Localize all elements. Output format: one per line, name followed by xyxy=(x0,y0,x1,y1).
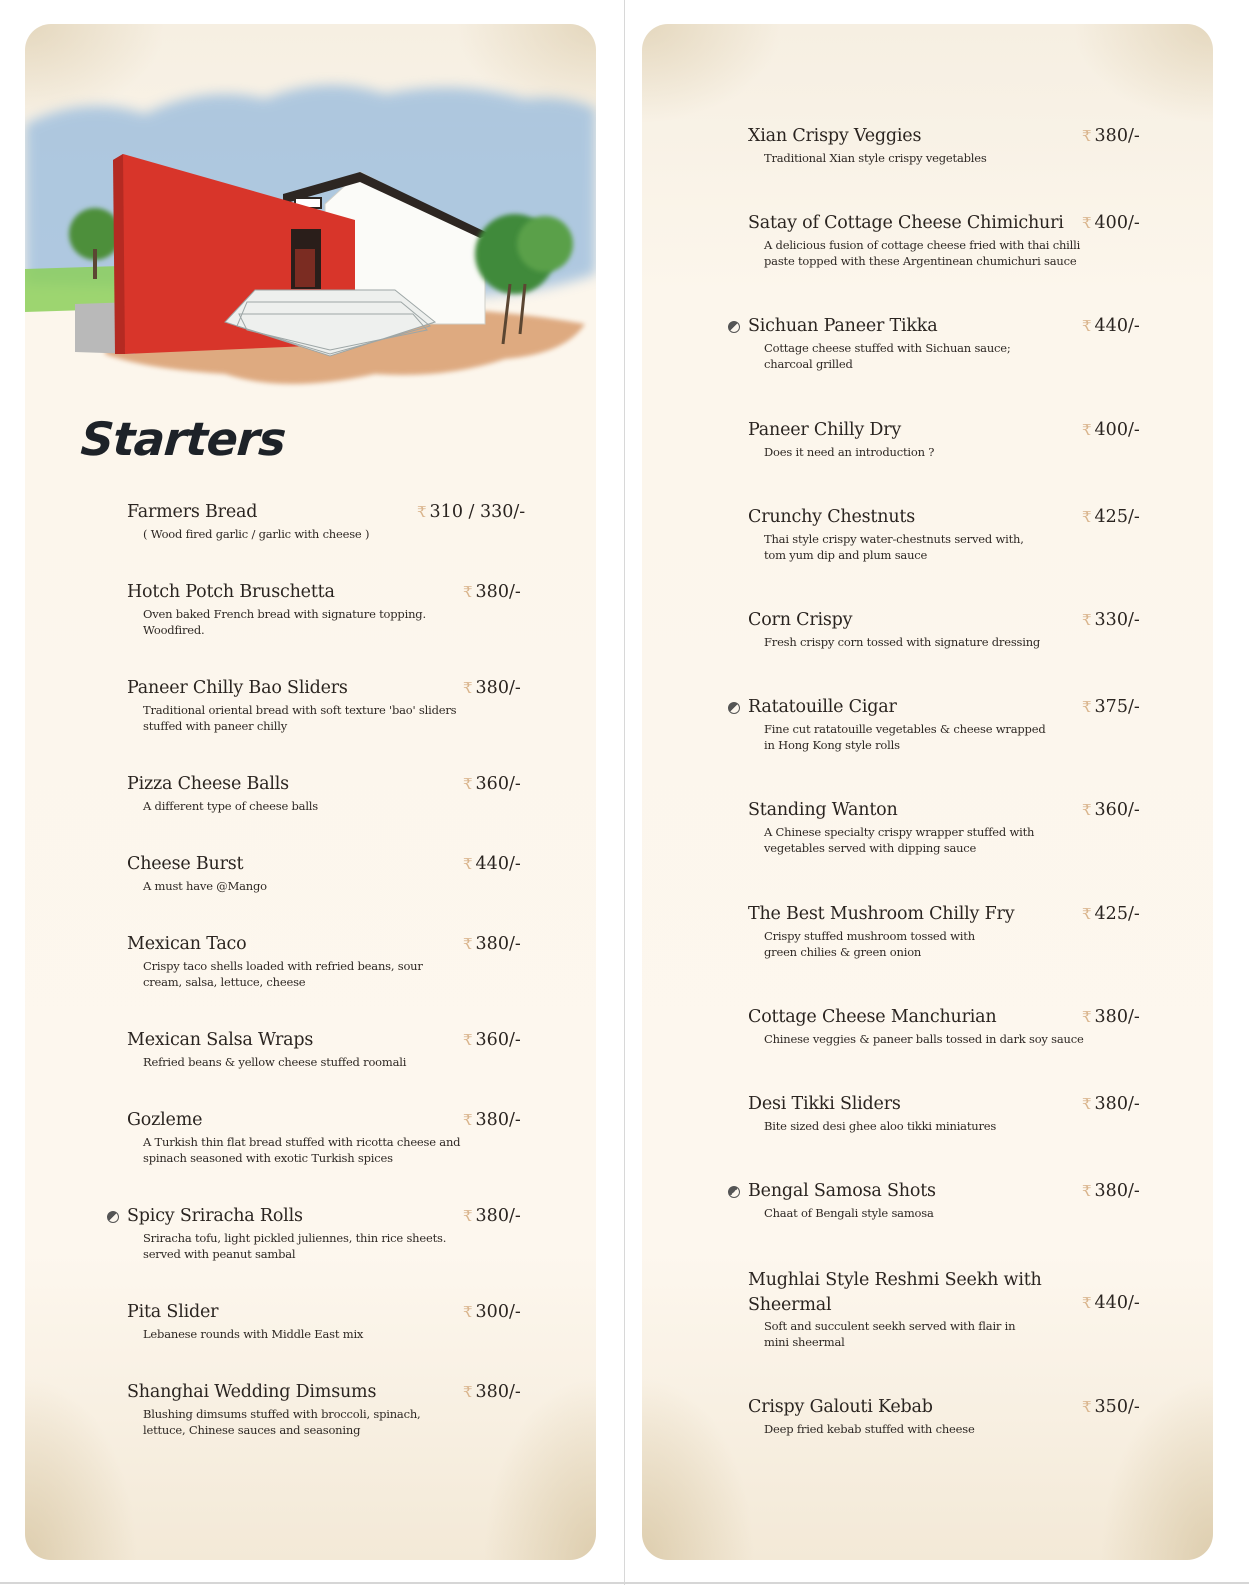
item-name: Spicy Sriracha Rolls xyxy=(127,1206,303,1226)
item-name: Mexican Salsa Wraps xyxy=(127,1030,314,1050)
item-description: A different type of cheese balls xyxy=(143,799,318,813)
item-name: Mexican Taco xyxy=(127,934,247,954)
rupee-icon: ₹ xyxy=(1082,801,1092,819)
item-price: ₹ 300/- xyxy=(463,1302,521,1322)
item-name: Cottage Cheese Manchurian xyxy=(748,1007,997,1027)
rupee-icon: ₹ xyxy=(463,1303,473,1321)
item-price: ₹ 380/- xyxy=(463,678,521,698)
item-name: Xian Crispy Veggies xyxy=(748,126,922,146)
item-price: ₹ 380/- xyxy=(1082,1094,1140,1114)
item-name: Pizza Cheese Balls xyxy=(127,774,289,794)
item-price: ₹ 360/- xyxy=(463,1030,521,1050)
item-name: Crunchy Chestnuts xyxy=(748,507,916,527)
item-price: ₹ 425/- xyxy=(1082,507,1140,527)
item-price: ₹ 400/- xyxy=(1082,420,1140,440)
item-description: Traditional oriental bread with soft texture 'bao' sliders stuffed with paneer chilly xyxy=(143,703,457,733)
rupee-icon: ₹ xyxy=(463,1207,473,1225)
item-name: Cheese Burst xyxy=(127,854,244,874)
rupee-icon: ₹ xyxy=(463,1111,473,1129)
item-name: Ratatouille Cigar xyxy=(748,697,897,717)
item-name: Paneer Chilly Bao Sliders xyxy=(127,678,348,698)
item-name: Desi Tikki Sliders xyxy=(748,1094,901,1114)
item-description: Oven baked French bread with signature topping. Woodfired. xyxy=(143,607,426,637)
item-description: A delicious fusion of cottage cheese fried with thai chilli paste topped with these Argentinean chumichuri sauce xyxy=(764,238,1081,268)
item-price: ₹ 380/- xyxy=(463,934,521,954)
item-price: ₹ 310 / 330/- xyxy=(417,502,526,522)
page-divider-horizontal xyxy=(0,1582,1249,1584)
section-title-starters: Starters xyxy=(79,412,287,466)
item-description: Blushing dimsums stuffed with broccoli, spinach, lettuce, Chinese sauces and seasoning xyxy=(143,1407,421,1437)
item-description: Soft and succulent seekh served with flair in mini sheermal xyxy=(764,1319,1016,1349)
rupee-icon: ₹ xyxy=(463,935,473,953)
rupee-icon: ₹ xyxy=(1082,1095,1092,1113)
rupee-icon: ₹ xyxy=(1082,421,1092,439)
item-description: Refried beans & yellow cheese stuffed roomali xyxy=(143,1055,407,1069)
item-price: ₹ 360/- xyxy=(1082,800,1140,820)
item-price: ₹ 425/- xyxy=(1082,904,1140,924)
item-description: Chinese veggies & paneer balls tossed in dark soy sauce xyxy=(764,1032,1084,1046)
item-price: ₹ 400/- xyxy=(1082,213,1140,233)
item-price: ₹ 440/- xyxy=(1082,1293,1140,1313)
rupee-icon: ₹ xyxy=(1082,1182,1092,1200)
item-description: A Turkish thin flat bread stuffed with ricotta cheese and spinach seasoned with exotic Turkish spices xyxy=(143,1135,461,1165)
item-name: Gozleme xyxy=(127,1110,203,1130)
item-price: ₹ 360/- xyxy=(463,774,521,794)
item-price: ₹ 380/- xyxy=(1082,126,1140,146)
item-description: Thai style crispy water-chestnuts served with, tom yum dip and plum sauce xyxy=(764,532,1024,562)
item-description: Cottage cheese stuffed with Sichuan sauce; charcoal grilled xyxy=(764,341,1011,371)
item-description: Crispy stuffed mushroom tossed with green chilies & green onion xyxy=(764,929,975,959)
item-name: Crispy Galouti Kebab xyxy=(748,1397,933,1417)
item-price: ₹ 380/- xyxy=(1082,1007,1140,1027)
item-price: ₹ 440/- xyxy=(1082,316,1140,336)
item-price: ₹ 440/- xyxy=(463,854,521,874)
rupee-icon: ₹ xyxy=(417,503,427,521)
item-price: ₹ 380/- xyxy=(463,1110,521,1130)
item-name: Hotch Potch Bruschetta xyxy=(127,582,335,602)
item-description: ( Wood fired garlic / garlic with cheese ) xyxy=(143,527,370,541)
item-name: Paneer Chilly Dry xyxy=(748,420,902,440)
item-price: ₹ 380/- xyxy=(463,1382,521,1402)
item-description: Traditional Xian style crispy vegetables xyxy=(764,151,987,165)
item-description: A must have @Mango xyxy=(143,879,267,893)
rupee-icon: ₹ xyxy=(463,1383,473,1401)
item-name: The Best Mushroom Chilly Fry xyxy=(748,904,1015,924)
rupee-icon: ₹ xyxy=(463,583,473,601)
item-price: ₹ 330/- xyxy=(1082,610,1140,630)
rupee-icon: ₹ xyxy=(463,679,473,697)
signature-marker-icon xyxy=(107,1211,119,1223)
rupee-icon: ₹ xyxy=(1082,905,1092,923)
item-name: Bengal Samosa Shots xyxy=(748,1181,936,1201)
item-price: ₹ 380/- xyxy=(463,1206,521,1226)
rupee-icon: ₹ xyxy=(1082,1398,1092,1416)
signature-marker-icon xyxy=(728,321,740,333)
signature-marker-icon xyxy=(728,702,740,714)
watercolor-building-illustration xyxy=(25,54,596,414)
rupee-icon: ₹ xyxy=(463,775,473,793)
item-price: ₹ 380/- xyxy=(463,582,521,602)
item-description: Sriracha tofu, light pickled juliennes, thin rice sheets. served with peanut sambal xyxy=(143,1231,447,1261)
rupee-icon: ₹ xyxy=(1082,698,1092,716)
item-name: Satay of Cottage Cheese Chimichuri xyxy=(748,213,1064,233)
item-description: A Chinese specialty crispy wrapper stuffed with vegetables served with dipping sauce xyxy=(764,825,1035,855)
menu-page-right xyxy=(642,24,1213,1560)
rupee-icon: ₹ xyxy=(1082,317,1092,335)
page-divider-vertical xyxy=(624,0,625,1585)
item-name: Farmers Bread xyxy=(127,502,258,522)
rupee-icon: ₹ xyxy=(1082,1008,1092,1026)
rupee-icon: ₹ xyxy=(1082,1294,1092,1312)
item-price: ₹ 350/- xyxy=(1082,1397,1140,1417)
menu-page-left xyxy=(25,24,596,1560)
item-description: Crispy taco shells loaded with refried beans, sour cream, salsa, lettuce, cheese xyxy=(143,959,423,989)
item-description: Chaat of Bengali style samosa xyxy=(764,1206,934,1220)
item-description: Fine cut ratatouille vegetables & cheese wrapped in Hong Kong style rolls xyxy=(764,722,1046,752)
item-price: ₹ 375/- xyxy=(1082,697,1140,717)
item-name: Pita Slider xyxy=(127,1302,219,1322)
rupee-icon: ₹ xyxy=(1082,611,1092,629)
item-description: Lebanese rounds with Middle East mix xyxy=(143,1327,364,1341)
item-price: ₹ 380/- xyxy=(1082,1181,1140,1201)
rupee-icon: ₹ xyxy=(463,855,473,873)
item-name: Standing Wanton xyxy=(748,800,898,820)
item-description: Deep fried kebab stuffed with cheese xyxy=(764,1422,975,1436)
item-name: Shanghai Wedding Dimsums xyxy=(127,1382,377,1402)
rupee-icon: ₹ xyxy=(1082,508,1092,526)
item-description: Does it need an introduction ? xyxy=(764,445,935,459)
item-name: Mughlai Style Reshmi Seekh with Sheermal xyxy=(748,1270,1042,1315)
signature-marker-icon xyxy=(728,1186,740,1198)
rupee-icon: ₹ xyxy=(463,1031,473,1049)
item-name: Corn Crispy xyxy=(748,610,853,630)
item-description: Bite sized desi ghee aloo tikki miniatures xyxy=(764,1119,997,1133)
rupee-icon: ₹ xyxy=(1082,214,1092,232)
rupee-icon: ₹ xyxy=(1082,127,1092,145)
item-name: Sichuan Paneer Tikka xyxy=(748,316,938,336)
item-description: Fresh crispy corn tossed with signature dressing xyxy=(764,635,1041,649)
